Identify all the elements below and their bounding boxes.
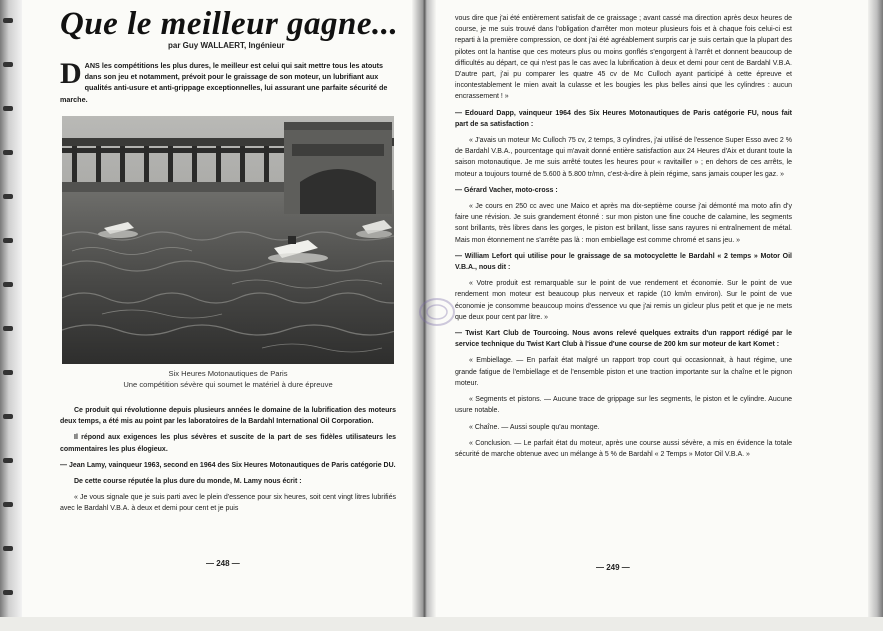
binding-ring: [3, 370, 13, 375]
quote-heading: — Gérard Vacher, moto-cross :: [455, 186, 558, 194]
binding-ring: [3, 282, 13, 287]
paragraph: « J'avais un moteur Mc Culloch 75 cv, 2 temps, 3 cylindres, j'ai utilisé de l'essence Super Esso avec 2 % de Bardahl V.B.A., pourcentage qui m'avait donné entière satisfaction aux 24 Heures d'Aix et durant toute la saison motonautique. Je me suis arrêté toutes les heures pour « ravitailler » ; en dehors de ces arrêts, le moteur a toujours tourné de 5.600 à 5.800 tr/mn, c'est-à-dire à plein régime, sans jamais couper les gaz. »: [455, 137, 792, 178]
binding-ring: [3, 62, 13, 67]
boat-race-photo-image: [62, 116, 394, 364]
quote-heading: — Twist Kart Club de Tourcoing. Nous avons relevé quelques extraits d'un rapport rédigé par le service technique du Twist Kart Club à l'issue d'une course de 200 km sur moteur de kart Komet :: [455, 330, 792, 349]
paragraph: « Conclusion. — Le parfait état du moteur, après une course aussi sévère, a mis en évidence la totale sécurité de marche obtenue avec un mélange à 5 % de Bardahl « 2 Temps » Motor Oil V.B.A. »: [455, 439, 792, 458]
binding-ring: [3, 194, 13, 199]
page-number: — 249 —: [596, 563, 630, 572]
binding-ring: [3, 18, 13, 23]
page-bottom-edge: [0, 617, 883, 631]
intro-text: ANS les compétitions les plus dures, le meilleur est celui qui sait mettre tous les atouts dans son jeu et notamment, prévoit pour le graissage de son moteur, un lubrifiant aux qualités anti-usure et anti-grippage exceptionnelles, lui assurant une parfaite sécurité de marche.: [60, 61, 388, 104]
binding-ring: [3, 502, 13, 507]
race-photo: [62, 116, 394, 364]
paragraph: Il répond aux exigences les plus sévères et suscite de la part de ses fidèles utilisateurs les commentaires les plus élogieux.: [60, 434, 396, 453]
paragraph: vous dire que j'ai été entièrement satisfait de ce graissage ; avant cassé ma direction après deux heures de course, je me suis trouvé dans l'obligation d'arrêter mon moteur plusieurs fois et à chaque fois celui-ci est reparti à la première compression, ce dont j'ai été agréablement surpris car je suis certain que la plupart des pilotes ont la hantise que ces moteurs plus ou moins gonflés s'engorgent à l'arrêt et donnent beaucoup de difficultés au départ, ce qui n'est pas le cas avec la lubrification à deux et demi pour cent de Bardahl V.B.A. D'autre part, j'ai pu comparer les quatre 45 cv de Mc Culloch ayant participé à cette épreuve et incontestablement le mien avait la culasse et les bougies les plus belles ainsi que les cylindres : aucun encrassement ! »: [455, 15, 792, 101]
paragraph: Ce produit qui révolutionne depuis plusieurs années le domaine de la lubrification des moteurs deux temps, a été mis au point par les laboratoires de la Bardahl International Oil Corporation.: [60, 407, 396, 426]
paragraph: « Embiellage. — En parfait état malgré un rapport trop court qui occasionnait, à haut régime, une grande fatigue de l'embiellage et de l'ensemble piston et une traction importante sur la chaîne et le pignon moteur.: [455, 357, 792, 387]
binding-ring: [3, 546, 13, 551]
quote-heading: — Edouard Dapp, vainqueur 1964 des Six Heures Motonautiques de Paris catégorie FU, nous fait part de sa satisfaction :: [455, 109, 792, 128]
drop-cap: D: [60, 57, 82, 90]
paragraph: « Je cours en 250 cc avec une Maico et après ma dix-septième course j'ai démonté ma moto afin d'y faire une révision. Je suis grandement étonné : sur mon piston une fine couche de calamine, les segments sont brillants, très libres dans les gorges, le piston est brillant, lisse sans rayures ni entraînement de métal. Mais mon étonnement ne s'arrête pas là : mon embiellage est comme chromé et sans jeu. »: [455, 203, 792, 244]
page-number: — 248 —: [206, 559, 240, 568]
paragraph: « Segments et pistons. — Aucune trace de grippage sur les segments, le piston et le cylindre. Aucune usure notable.: [455, 396, 792, 415]
paragraph: « Chaîne. — Aussi souple qu'au montage.: [469, 423, 600, 431]
page-edge: [868, 0, 883, 631]
caption-line: Six Heures Motonautiques de Paris: [168, 369, 288, 378]
paragraph: — Jean Lamy, vainqueur 1963, second en 1964 des Six Heures Motonautiques de Paris catégorie DU.: [60, 461, 396, 469]
binding-ring: [3, 326, 13, 331]
binding-ring: [3, 238, 13, 243]
photo-caption: [62, 369, 394, 390]
binding-ring: [3, 150, 13, 155]
caption-line: Une compétition sévère qui soumet le matériel à dure épreuve: [123, 379, 333, 389]
left-page-body: [60, 405, 396, 520]
article-byline: par Guy WALLAERT, Ingénieur: [168, 41, 285, 50]
binding-ring: [3, 106, 13, 111]
paragraph: « Votre produit est remarquable sur le point de vue rendement et économie. Sur le point de vue rendement mon moteur est beaucoup plus nerveux et rapide (10 km/m environ). Sur le point de vue économie je consomme beaucoup moins d'essence vu que j'ai remis un gicleur plus petit et que je ne mets que deux pour cent par litre. »: [455, 280, 792, 321]
ring-binding: [0, 0, 22, 631]
right-page-body: [455, 13, 792, 465]
binding-ring: [3, 590, 13, 595]
article-title: Que le meilleur gagne...: [60, 6, 399, 42]
watermark-icon: [418, 297, 456, 327]
binding-ring: [3, 414, 13, 419]
quote-heading: — William Lefort qui utilise pour le graissage de sa motocyclette le Bardahl « 2 temps » Motor Oil V.B.A., nous dit :: [455, 252, 792, 272]
paragraph: De cette course réputée la plus dure du monde, M. Lamy nous écrit :: [74, 478, 302, 486]
paragraph: « Je vous signale que je suis parti avec le plein d'essence pour six heures, soit cent vingt litres lubrifiés avec le Bardahl V.B.A. à deux et demi pour cent et je puis: [60, 494, 396, 513]
article-intro: [60, 57, 396, 105]
binding-ring: [3, 458, 13, 463]
